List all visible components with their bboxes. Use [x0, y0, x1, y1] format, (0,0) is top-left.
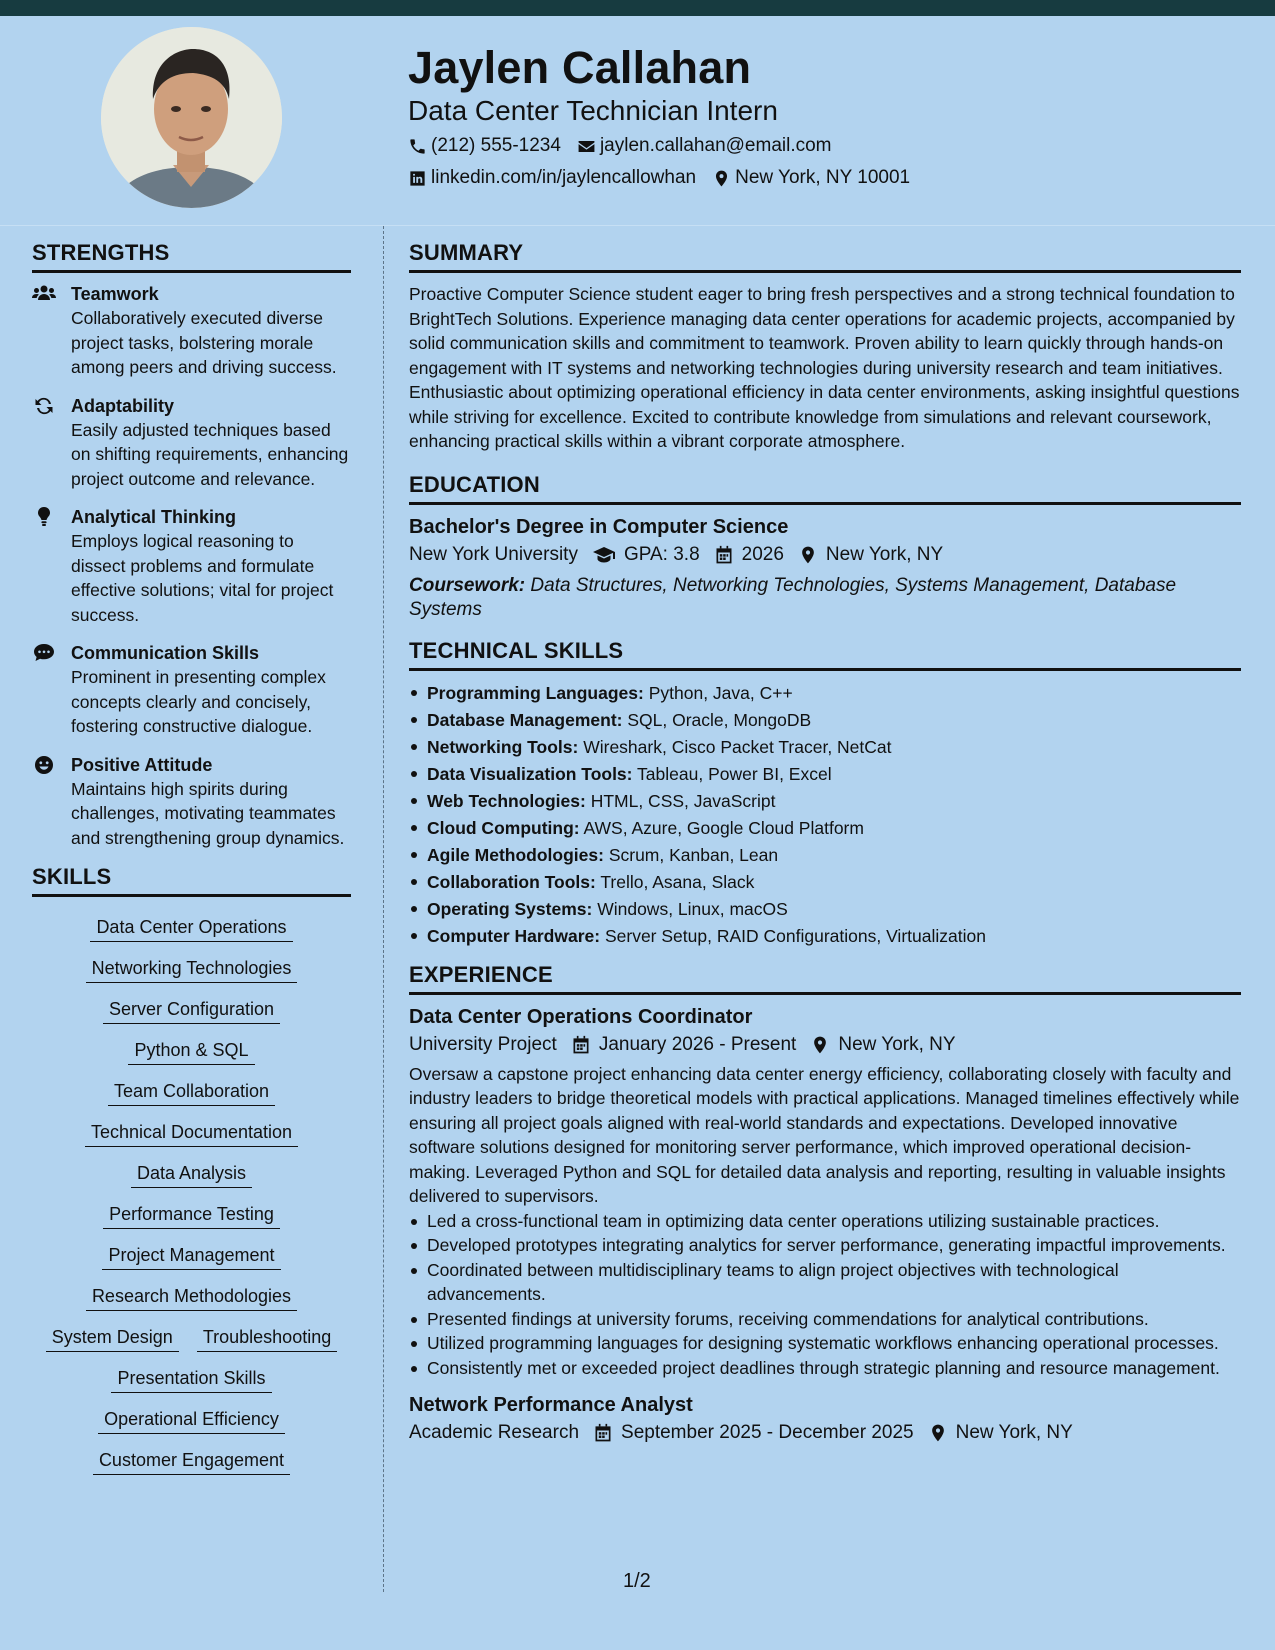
tech-skill-item: Operating Systems: Windows, Linux, macOS	[409, 896, 1241, 923]
tech-skill-item: Networking Tools: Wireshark, Cisco Packet Tracer, NetCat	[409, 734, 1241, 761]
calendar-icon	[714, 545, 734, 565]
linkedin-contact[interactable]	[408, 167, 696, 189]
tech-skill-item: Data Visualization Tools: Tableau, Power BI, Excel	[409, 761, 1241, 788]
skill-tag: Python & SQL	[128, 1039, 254, 1065]
strength-item	[32, 753, 351, 851]
candidate-name: Jaylen Callahan	[408, 42, 752, 93]
graduation-year: 2026	[714, 540, 784, 570]
map-marker-icon	[810, 1035, 830, 1055]
tech-skill-item: Collaboration Tools: Trello, Asana, Slack	[409, 869, 1241, 896]
column-divider	[383, 226, 384, 1592]
job-location: New York, NY	[810, 1030, 955, 1060]
tech-skill-item: Computer Hardware: Server Setup, RAID Configurations, Virtualization	[409, 923, 1241, 950]
strength-description: Prominent in presenting complex concepts clearly and concisely, fostering constructive dialogue.	[71, 667, 326, 736]
skills-tags	[32, 906, 351, 1484]
technical-skills-list	[409, 680, 1241, 950]
strength-description: Collaboratively executed diverse project tasks, bolstering morale among peers and driving success.	[71, 308, 337, 377]
phone-icon	[408, 137, 427, 156]
contact-row-1	[408, 135, 848, 157]
skill-tag: System Design	[46, 1326, 179, 1352]
job-bullet: Presented findings at university forums, receiving commendations for analytical contributions.	[409, 1307, 1241, 1332]
job-bullet: Coordinated between multidisciplinary teams to align project objectives with technological advancements.	[409, 1258, 1241, 1307]
right-column	[409, 240, 1241, 1448]
calendar-icon	[571, 1035, 591, 1055]
header-divider	[0, 225, 1275, 226]
left-column	[32, 240, 351, 1484]
map-marker-icon	[712, 169, 731, 188]
strength-description: Employs logical reasoning to dissect problems and formulate effective solutions; vital for project success.	[71, 531, 334, 625]
summary-heading: SUMMARY	[409, 240, 1241, 273]
email-contact[interactable]	[577, 135, 832, 157]
job-bullet: Developed prototypes integrating analytics for server performance, generating impactful improvements.	[409, 1233, 1241, 1258]
page-number: 1/2	[623, 1570, 651, 1592]
strength-item	[32, 505, 351, 627]
candidate-title: Data Center Technician Intern	[408, 95, 778, 126]
linkedin-icon	[408, 169, 427, 188]
tech-skill-item: Web Technologies: HTML, CSS, JavaScript	[409, 788, 1241, 815]
phone-contact	[408, 135, 561, 157]
location-text: New York, NY 10001	[735, 167, 911, 188]
skill-tag: Technical Documentation	[85, 1121, 298, 1147]
skill-tag: Troubleshooting	[197, 1326, 337, 1352]
tech-skill-item: Cloud Computing: AWS, Azure, Google Cloud Platform	[409, 815, 1241, 842]
contact-row-2	[408, 167, 926, 189]
strength-title: Adaptability	[71, 395, 175, 416]
tech-skill-item: Programming Languages: Python, Java, C++	[409, 680, 1241, 707]
skill-tag: Customer Engagement	[93, 1449, 290, 1475]
sync-icon	[32, 396, 56, 416]
users-icon	[32, 284, 56, 304]
job-bullets	[409, 1209, 1241, 1381]
top-bar	[0, 0, 1275, 16]
job-org: Academic Research	[409, 1422, 580, 1443]
skill-tag: Performance Testing	[103, 1203, 280, 1229]
strength-title: Positive Attitude	[71, 754, 213, 775]
degree-title: Bachelor's Degree in Computer Science	[409, 515, 789, 538]
strengths-list	[32, 282, 351, 850]
skill-tag: Operational Efficiency	[98, 1408, 285, 1434]
skills-heading: SKILLS	[32, 864, 351, 897]
skill-tag: Server Configuration	[103, 998, 280, 1024]
job-meta	[409, 1030, 1241, 1060]
education-heading: EDUCATION	[409, 472, 1241, 505]
job-bullet: Consistently met or exceeded project deadlines through strategic planning and resource management.	[409, 1356, 1241, 1381]
strength-title: Teamwork	[71, 284, 159, 304]
job-dates: January 2026 - Present	[571, 1030, 797, 1060]
strength-item	[32, 641, 351, 739]
job-meta	[409, 1418, 1241, 1448]
skill-tag: Presentation Skills	[111, 1367, 271, 1393]
job-description: Oversaw a capstone project enhancing data center energy efficiency, collaborating closely with faculty and industry leaders to bridge theoretical models with practical applications. Managed timelines effectively while ensuring all project goals aligned with real-world standards and expectations. Developed innovative software solutions designed for monitoring server performance, which improved operational decision-making. Leveraged Python and SQL for detailed data analysis and reporting, resulting in valuable insights delivered to supervisors.	[409, 1063, 1240, 1206]
strength-item	[32, 282, 351, 380]
job-dates: September 2025 - December 2025	[593, 1418, 914, 1448]
coursework: Coursework: Data Structures, Networking Technologies, Systems Management, Database Systems	[409, 574, 1177, 620]
tech-skill-item: Database Management: SQL, Oracle, MongoDB	[409, 707, 1241, 734]
phone-number: (212) 555-1234	[431, 135, 561, 156]
lightbulb-icon	[32, 507, 56, 527]
technical-skills-heading: TECHNICAL SKILLS	[409, 638, 1241, 671]
profile-photo	[101, 27, 282, 208]
envelope-icon	[577, 137, 596, 156]
strength-item	[32, 394, 351, 492]
school-name: New York University	[409, 543, 578, 565]
job-bullet: Led a cross-functional team in optimizing data center operations utilizing sustainable practices.	[409, 1209, 1241, 1234]
graduation-cap-icon	[592, 543, 616, 567]
strengths-heading: STRENGTHS	[32, 240, 351, 273]
education-location: New York, NY	[798, 540, 943, 570]
education-meta	[409, 540, 1241, 570]
skill-tag: Data Analysis	[131, 1162, 252, 1188]
job-title: Network Performance Analyst	[409, 1394, 693, 1416]
job-org: University Project	[409, 1033, 557, 1055]
email-address[interactable]: jaylen.callahan@email.com	[599, 135, 832, 156]
smile-icon	[32, 755, 56, 775]
strength-description: Easily adjusted techniques based on shifting requirements, enhancing project outcome and relevance.	[71, 419, 349, 489]
skill-tag: Team Collaboration	[108, 1080, 275, 1106]
skill-tag: Project Management	[102, 1244, 280, 1270]
gpa: GPA: 3.8	[592, 540, 700, 570]
job-title: Data Center Operations Coordinator	[409, 1005, 753, 1028]
calendar-icon	[593, 1423, 613, 1443]
experience-heading: EXPERIENCE	[409, 962, 1241, 995]
map-marker-icon	[928, 1423, 948, 1443]
skill-tag: Data Center Operations	[90, 916, 292, 942]
tech-skill-item: Agile Methodologies: Scrum, Kanban, Lean	[409, 842, 1241, 869]
linkedin-url[interactable]: linkedin.com/in/jaylencallowhan	[431, 167, 697, 188]
skill-tag: Research Methodologies	[86, 1285, 297, 1311]
skill-tag: Networking Technologies	[86, 957, 298, 983]
location-contact	[712, 167, 910, 189]
strength-description: Maintains high spirits during challenges, motivating teammates and strengthening group dynamics.	[71, 778, 345, 848]
comment-icon	[32, 643, 56, 663]
job-location: New York, NY	[928, 1418, 1073, 1448]
summary-text: Proactive Computer Science student eager to bring fresh perspectives and a strong technical foundation to BrightTech Solutions. Experience managing data center operations for academic projects, accompanied by solid communication skills and commitment to teamwork. Proven ability to learn quickly through hands-on engagement with IT systems and networking technologies during university research and team initiatives. Enthusiastic about optimizing operational efficiency in data center environments, asking insightful questions while striving for excellence. Excited to contribute knowledge from simulations and relevant coursework, enhancing practical skills within a vibrant corporate atmosphere.	[409, 284, 1240, 451]
map-marker-icon	[798, 545, 818, 565]
job-bullet: Utilized programming languages for designing systematic workflows enhancing operational processes.	[409, 1331, 1241, 1356]
strength-title: Communication Skills	[71, 643, 260, 663]
strength-title: Analytical Thinking	[71, 507, 237, 527]
